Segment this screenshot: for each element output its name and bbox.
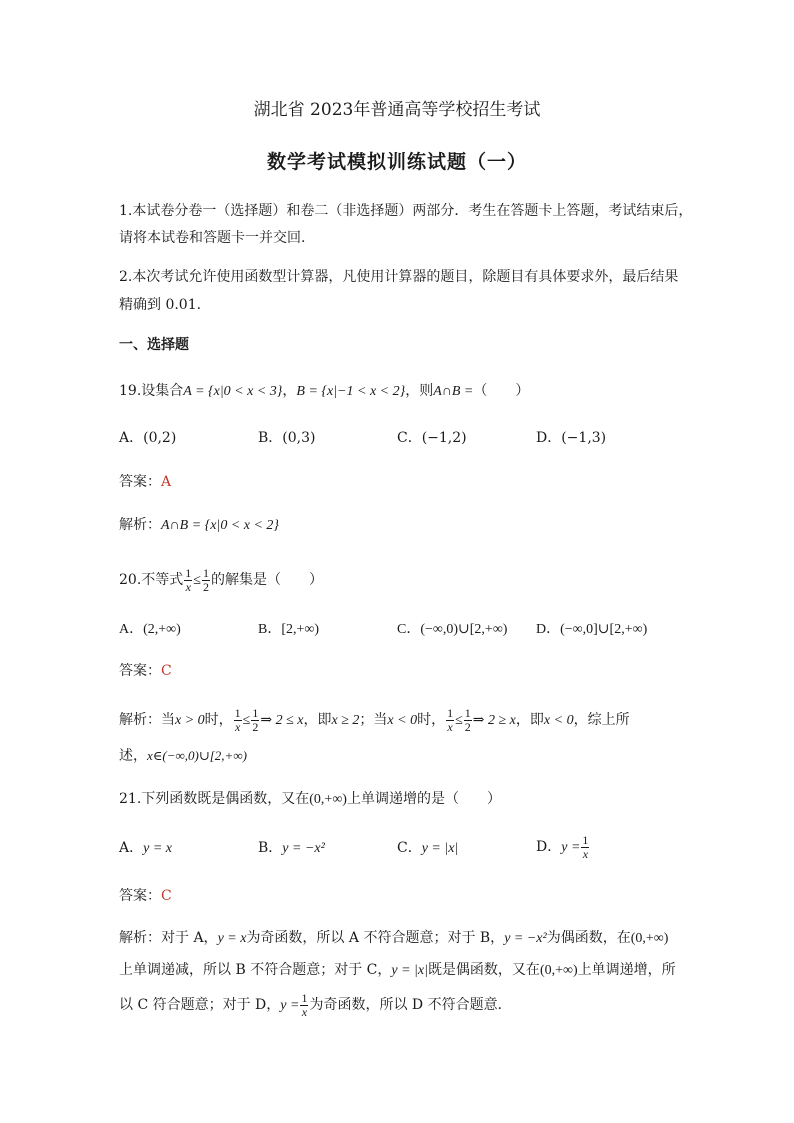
q21-l3-pre: y = [280,998,300,1013]
q20-option-d: D．(−∞,0]∪[2,+∞) [536,622,648,637]
q20-a2-fl-num: 1 [447,705,454,720]
q21-l3-frac [300,992,308,1019]
q20-frac-right-num: 1 [202,565,209,580]
q20-frac-left [184,567,192,594]
q20-a2-le: ≤ [455,713,463,728]
q19-answer-label: 答案： [119,474,161,490]
q19-then: ，则 [405,383,434,399]
exam-title: 湖北省 2023年普通高等学校招生考试 [253,100,541,120]
q20-a2-fl-den: x [447,719,453,734]
q19-set-a: A = {x|0 < x < 3} [183,384,283,399]
q21-option-b-label: B． [258,840,283,856]
q20-a1-fl-den: x [235,719,241,734]
q21-option-c-expr: y = |x| [421,841,459,856]
exam-subtitle: 数学考试模拟训练试题（一） [266,151,527,173]
q21-analysis-line-3 [119,991,679,1019]
q20-a2-fr-den: 2 [464,719,471,734]
q19-analysis [119,515,679,536]
q21-l2-f: y = |x| [391,963,428,978]
q21-l1-c: 为偶函数，在 [546,930,631,946]
q21-l2-c: 上单调递增，所 [577,962,676,978]
q20-a1-then: ，即 [303,712,332,728]
q21-option-b-expr: y = −x² [282,841,325,856]
q20-a2-then: ，即 [515,712,544,728]
q21-l2-b: 既是偶函数，又在 [427,962,540,978]
q20-a1-frac-right [251,707,259,734]
q21-l3-a: 以 C 符合题意；对于 D， [119,997,281,1013]
q21-suffix: 上单调递增的是（ ） [346,791,501,807]
q21-l3-b: 为奇函数，所以 D 不符合题意． [309,997,512,1013]
q21-l1-f2: y = −x² [504,931,547,946]
q21-analysis-line-1 [119,928,679,949]
q20-prefix: 20.不等式 [119,572,184,588]
q20-suffix: 的解集是（ ） [210,572,323,588]
q19-option-a: A．(0,2) [119,430,177,446]
q20-analysis-line-2 [119,746,679,766]
section-title: 一、选择题 [119,337,189,353]
q20-frac-right [202,567,210,594]
q21-option-a-expr: y = x [143,841,172,856]
question-19 [119,381,679,402]
q20-a3: 述， [119,748,147,764]
q21-l1-a: 对于 A， [161,930,218,946]
q20-a1-fl-num: 1 [234,705,241,720]
q20-answer-value: C [161,663,172,679]
q21-l1-b: 为奇函数，所以 A 不符合题意；对于 B， [246,930,505,946]
q20-frac-right-den: 2 [202,579,209,594]
q21-l2-int: (0,+∞) [539,963,578,978]
q21-option-a [119,838,172,859]
note-1-line-2: 请将本试卷和答题卡一并交回. [119,230,306,246]
q20-a2-end: ，综上所 [573,712,630,728]
q20-le: ≤ [193,573,201,588]
q21-l2-a: 上单调递减，所以 B 不符合题意；对于 C， [119,962,392,978]
q21-l3-num: 1 [301,990,308,1005]
q20-frac-left-num: 1 [185,565,192,580]
q21-option-d-frac [581,834,589,861]
q20-a1-fr-den: 2 [252,719,259,734]
q19-expr: A∩B = [433,384,474,399]
q20-answer-label: 答案： [119,663,161,679]
q21-l1-int: (0,+∞) [630,931,669,946]
q20-a2-frac-right [464,707,472,734]
q19-prefix: 19.设集合 [119,383,184,399]
q20-a2-cond: x < 0 [387,713,418,728]
q19-blank: （ ） [473,383,530,399]
q20-a2-fr-num: 1 [464,705,471,720]
question-20 [119,566,679,594]
q21-interval: (0,+∞) [309,792,347,807]
q19-sep: ， [282,383,297,399]
q20-a1: 当 [161,712,175,728]
q21-analysis-label: 解析： [119,930,161,946]
q21-option-b [258,838,325,859]
q20-option-a: A．(2,+∞) [119,622,181,637]
q21-l1-f1: y = x [217,931,247,946]
q21-option-d [536,832,590,862]
q20-a2-frac-left [446,707,454,734]
question-21 [119,789,679,810]
q19-answer-value: A [161,474,172,490]
q19-option-c: C．(−1,2) [397,430,467,446]
q19-set-b: B = {x|−1 < x < 2} [296,384,406,399]
q21-option-c [397,838,458,859]
q19-option-b: B．(0,3) [258,430,316,446]
q20-analysis-label: 解析： [119,712,161,728]
q20-frac-left-den: x [185,579,191,594]
q20-a1-imp: ⇒ 2 ≤ x [260,713,304,728]
q21-answer-label: 答案： [119,888,161,904]
q20-analysis-line-1 [119,706,679,734]
q21-answer-value: C [161,888,172,904]
q21-option-d-num: 1 [582,832,589,847]
q21-analysis-line-2 [119,960,679,981]
q21-option-c-label: C． [397,840,422,856]
note-1-line-1: 1.本试卷分卷一（选择题）和卷二（非选择题）两部分．考生在答题卡上答题，考试结束后， [119,203,693,219]
q20-a3-res: x∈(−∞,0)∪[2,+∞) [147,748,247,763]
q20-answer [119,661,679,681]
q20-option-b: B．[2,+∞) [258,622,320,637]
q19-option-d: D．(−1,3) [536,430,607,446]
q20-a2-when: 时， [417,712,446,728]
q20-a2: ；当 [359,712,388,728]
q21-prefix: 21.下列函数既是偶函数，又在 [119,791,310,807]
q21-option-d-den: x [582,846,589,861]
q20-a1-cond: x > 0 [175,713,205,728]
q20-a1-when: 时， [204,712,233,728]
q19-analysis-label: 解析： [119,517,161,533]
note-2-line-2: 精确到 0.01. [119,297,202,313]
q21-option-d-pre: y = [561,840,581,855]
q19-analysis-expr: A∩B = {x|0 < x < 2} [161,518,280,533]
q20-a2-res: x < 0 [543,713,574,728]
q20-a1-le: ≤ [242,713,251,728]
q21-answer [119,886,679,906]
q21-l3-den: x [301,1004,308,1019]
q20-option-c: C．(−∞,0)∪[2,+∞) [397,622,508,637]
q19-answer [119,472,679,492]
q21-option-d-label: D． [536,839,562,855]
q20-a1-frac-left [234,707,242,734]
q21-option-a-label: A． [119,840,144,856]
q20-a1-res: x ≥ 2 [331,713,360,728]
note-2-line-1: 2.本次考试允许使用函数型计算器，凡使用计算器的题目，除题目有具体要求外，最后结果 [119,269,679,285]
q20-a1-fr-num: 1 [252,705,259,720]
q20-a2-imp: ⇒ 2 ≥ x [472,713,516,728]
